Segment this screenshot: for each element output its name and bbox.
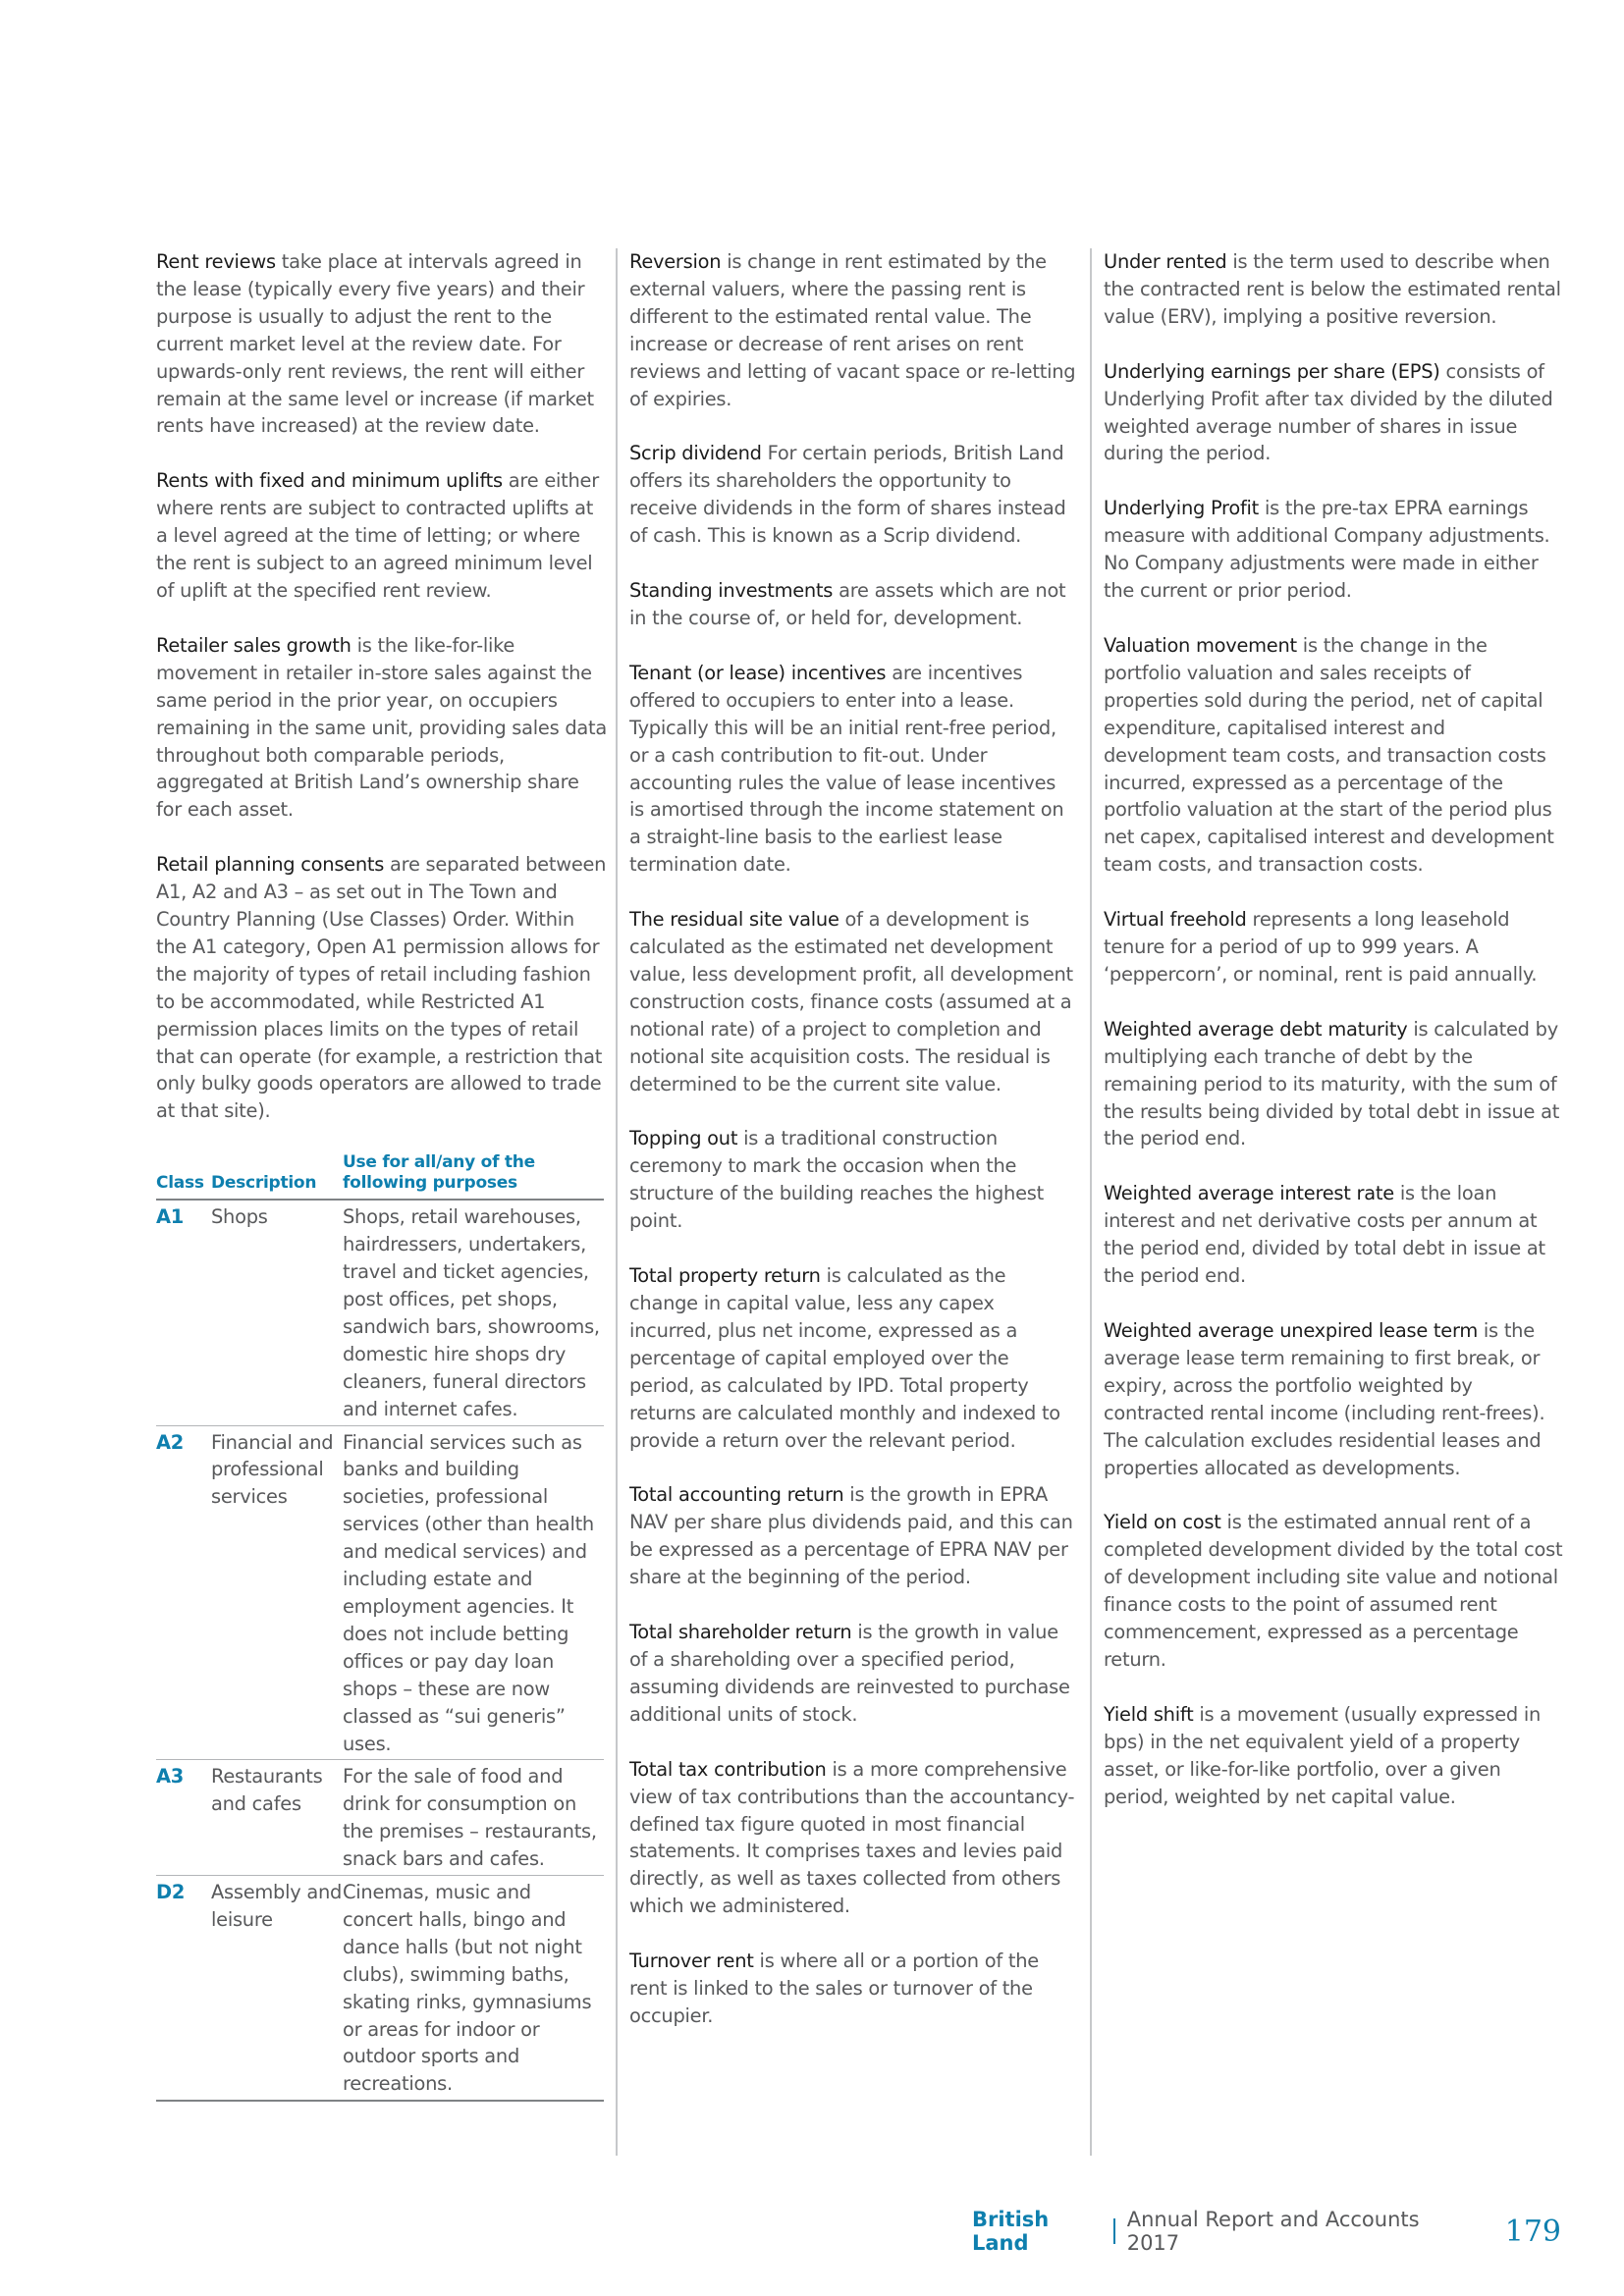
class-description: Financial and professional services xyxy=(211,1425,343,1760)
glossary-definition: of a development is calculated as the estimated net development value, less development profit, all development construction costs, finance costs (assumed at a notional rate) of a project to completion and notional site acquisition costs. The residual is determined to be the current site value. xyxy=(629,908,1073,1095)
glossary-column-3 xyxy=(1104,248,1567,1839)
glossary-term: Rents with fixed and minimum uplifts xyxy=(156,469,503,493)
column-header-use: Use for all/any of the following purposes xyxy=(343,1152,604,1200)
column-header-class: Class xyxy=(156,1152,211,1200)
footer-divider xyxy=(1113,2218,1114,2244)
glossary-definition: is the loan interest and net derivative costs per annum at the period end, divided by total debt in issue at the period end. xyxy=(1104,1182,1545,1288)
glossary-entry-total-shareholder-return xyxy=(629,1619,1076,1729)
glossary-definition: is the term used to describe when the contracted rent is below the estimated rental value (ERV), implying a positive reversion. xyxy=(1104,250,1561,328)
glossary-definition: is change in rent estimated by the external valuers, where the passing rent is different to the estimated rental value. The increase or decrease of rent arises on rent reviews and letting of vacant space or re-letting of expiries. xyxy=(629,250,1076,410)
glossary-entry-scrip-dividend xyxy=(629,440,1076,550)
glossary-term: Yield shift xyxy=(1104,1702,1194,1726)
table-header-row xyxy=(156,1152,604,1200)
glossary-term: Weighted average debt maturity xyxy=(1104,1017,1408,1041)
glossary-definition: consists of Underlying Profit after tax divided by the diluted weighted average number of shares in issue during the period. xyxy=(1104,359,1553,465)
class-description: Assembly and leisure xyxy=(211,1876,343,2102)
glossary-term: Scrip dividend xyxy=(629,442,762,465)
glossary-definition: is the average lease term remaining to first break, or expiry, across the portfolio weighted by contracted rental income (including rent-frees). The calculation excludes residential leases and properties allocated as developments. xyxy=(1104,1319,1545,1479)
glossary-entry-weighted-average-interest-rate xyxy=(1104,1180,1567,1290)
glossary-term: Total property return xyxy=(629,1264,821,1288)
glossary-definition: is the change in the portfolio valuation and sales receipts of properties sold during the period, net of capital expenditure, capitalised interest and development team costs, and transaction costs incurred, expressed as a percentage of the portfolio valuation at the start of the period plus net capex, capitalised interest and development team costs, and transaction costs. xyxy=(1104,633,1554,877)
glossary-term: Underlying Profit xyxy=(1104,497,1260,520)
glossary-entry-virtual-freehold xyxy=(1104,906,1567,988)
glossary-term: Valuation movement xyxy=(1104,633,1297,657)
table-row xyxy=(156,1425,604,1760)
glossary-term: Total tax contribution xyxy=(629,1757,827,1781)
glossary-entry-standing-investments xyxy=(629,577,1076,632)
class-description: Shops xyxy=(211,1200,343,1425)
column-divider xyxy=(1090,248,1092,2156)
class-use: Shops, retail warehouses, hairdressers, undertakers, travel and ticket agencies, post offices, pet shops, sandwich bars, showrooms, domestic hire shops dry cleaners, funeral directors and internet cafes. xyxy=(343,1200,604,1425)
glossary-definition: are assets which are not in the course of, or held for, development. xyxy=(629,579,1066,629)
glossary-definition: are incentives offered to occupiers to enter into a lease. Typically this will be an initial rent-free period, or a cash contribution to fit-out. Under accounting rules the value of lease incentives is amortised through the income statement on a straight-line basis to the earliest lease termination date. xyxy=(629,661,1064,877)
column-header-description: Description xyxy=(211,1152,343,1200)
class-code: A1 xyxy=(156,1200,211,1425)
glossary-term: Total accounting return xyxy=(629,1483,844,1507)
glossary-entry-topping-out xyxy=(629,1125,1076,1235)
glossary-definition: is calculated as the change in capital value, less any capex incurred, plus net income, expressed as a percentage of capital employed over the period, as calculated by IPD. Total property returns are calculated monthly and indexed to provide a return over the relevant period. xyxy=(629,1264,1060,1452)
glossary-definition: take place at intervals agreed in the lease (typically every five years) and their purpose is usually to adjust the rent to the current market level at the review date. For upwards-only rent reviews, the rent will either remain at the same level or increase (if market rents have increased) at the review date. xyxy=(156,250,594,438)
glossary-entry-under-rented xyxy=(1104,248,1567,331)
glossary-entry-tenant-incentives xyxy=(629,660,1076,879)
glossary-term: Retail planning consents xyxy=(156,853,385,877)
glossary-entry-weighted-average-debt-maturity xyxy=(1104,1016,1567,1153)
class-use: For the sale of food and drink for consumption on the premises – restaurants, snack bars and cafes. xyxy=(343,1760,604,1876)
glossary-column-1 xyxy=(156,248,608,2102)
glossary-entry-total-property-return xyxy=(629,1262,1076,1454)
glossary-entry-underlying-eps xyxy=(1104,358,1567,468)
class-code: A3 xyxy=(156,1760,211,1876)
column-divider xyxy=(616,248,618,2156)
glossary-entry-yield-shift xyxy=(1104,1701,1567,1811)
glossary-term: Turnover rent xyxy=(629,1949,754,1973)
glossary-entry-total-tax-contribution xyxy=(629,1756,1076,1920)
glossary-definition: are either where rents are subject to contracted uplifts at a level agreed at the time of letting; or where the rent is subject to an agreed minimum level of uplift at the specified rent review. xyxy=(156,469,599,602)
glossary-term: Retailer sales growth xyxy=(156,633,352,657)
glossary-entry-total-accounting-return xyxy=(629,1481,1076,1591)
glossary-term: Virtual freehold xyxy=(1104,908,1247,932)
glossary-term: Rent reviews xyxy=(156,250,276,273)
page-number: 179 xyxy=(1504,2214,1561,2249)
glossary-term: Weighted average unexpired lease term xyxy=(1104,1319,1478,1342)
glossary-definition: are separated between A1, A2 and A3 – as set out in The Town and Country Planning (Use Classes) Order. Within the A1 category, Open A1 permission allows for the majority of types of retail including fashion to be accommodated, while Restricted A1 permission places limits on the types of retail that can operate (for example, a restriction that only bulky goods operators are allowed to trade at that site). xyxy=(156,853,607,1123)
footer-brand: British Land xyxy=(972,2208,1050,2255)
glossary-entry-valuation-movement xyxy=(1104,632,1567,879)
glossary-entry-yield-on-cost xyxy=(1104,1509,1567,1673)
class-use: Cinemas, music and concert halls, bingo and dance halls (but not night clubs), swimming baths, skating rinks, gymnasiums or areas for indoor or outdoor sports and recreations. xyxy=(343,1876,604,2102)
glossary-term: Standing investments xyxy=(629,579,834,603)
glossary-definition: is the growth in value of a shareholding over a specified period, assuming dividends are reinvested to purchase additional units of stock. xyxy=(629,1621,1070,1726)
glossary-definition: is the like-for-like movement in retailer in-store sales against the same period in the prior year, on occupiers remaining in the same unit, providing sales data throughout both comparable periods, aggregated at British Land’s ownership share for each asset. xyxy=(156,633,608,822)
glossary-definition: For certain periods, British Land offers its shareholders the opportunity to receive dividends in the form of shares instead of cash. This is known as a Scrip dividend. xyxy=(629,442,1066,548)
glossary-term: The residual site value xyxy=(629,908,839,932)
glossary-term: Yield on cost xyxy=(1104,1511,1221,1534)
glossary-column-2 xyxy=(629,248,1076,2057)
glossary-entry-turnover-rent xyxy=(629,1948,1076,2030)
class-description: Restaurants and cafes xyxy=(211,1760,343,1876)
glossary-entry-retailer-sales-growth xyxy=(156,632,608,824)
class-code: D2 xyxy=(156,1876,211,2102)
glossary-entry-rents-fixed-uplifts xyxy=(156,467,608,605)
glossary-entry-weighted-average-unexpired-lease-term xyxy=(1104,1317,1567,1481)
table-row xyxy=(156,1760,604,1876)
glossary-definition: is calculated by multiplying each tranche of debt by the remaining period to its maturity, with the sum of the results being divided by total debt in issue at the period end. xyxy=(1104,1017,1560,1150)
glossary-entry-residual-site-value xyxy=(629,906,1076,1097)
glossary-term: Tenant (or lease) incentives xyxy=(629,661,887,684)
glossary-definition: is a traditional construction ceremony to mark the occasion when the structure of the building reaches the highest point. xyxy=(629,1127,1044,1233)
glossary-term: Weighted average interest rate xyxy=(1104,1182,1394,1205)
glossary-term: Underlying earnings per share (EPS) xyxy=(1104,359,1440,383)
table-row xyxy=(156,1876,604,2102)
glossary-term: Under rented xyxy=(1104,250,1227,273)
glossary-definition: is where all or a portion of the rent is linked to the sales or turnover of the occupier. xyxy=(629,1949,1039,2027)
use-class-table xyxy=(156,1152,604,2102)
glossary-definition: is the estimated annual rent of a completed development divided by the total cost of development including site value and notional finance costs to the point of assumed rent commencement, expressed as a percentage return. xyxy=(1104,1511,1563,1671)
class-code: A2 xyxy=(156,1425,211,1760)
glossary-definition: represents a long leasehold tenure for a period of up to 999 years. A ‘peppercorn’, or nominal, rent is paid annually. xyxy=(1104,908,1538,986)
glossary-entry-reversion xyxy=(629,248,1076,412)
glossary-term: Total shareholder return xyxy=(629,1621,852,1644)
glossary-definition: is the growth in EPRA NAV per share plus dividends paid, and this can be expressed as a percentage of EPRA NAV per share at the beginning of the period. xyxy=(629,1483,1073,1589)
glossary-term: Topping out xyxy=(629,1127,738,1150)
page-footer xyxy=(972,2208,1561,2255)
glossary-definition: is a movement (usually expressed in bps) in the net equivalent yield of a property asset, or like-for-like portfolio, over a given period, weighted by net capital value. xyxy=(1104,1702,1542,1808)
glossary-entry-underlying-profit xyxy=(1104,495,1567,605)
glossary-entry-retail-planning-consents xyxy=(156,851,608,1125)
footer-report-title: Annual Report and Accounts 2017 xyxy=(1126,2208,1420,2255)
glossary-definition: is a more comprehensive view of tax contributions than the accountancy-defined tax figure quoted in most financial statements. It comprises taxes and levies paid directly, as well as taxes collected from others which we administered. xyxy=(629,1757,1075,1918)
table-row xyxy=(156,1200,604,1425)
class-use: Financial services such as banks and building societies, professional services (other than health and medical services) and including estate and employment agencies. It does not include betting offices or pay day loan shops – these are now classed as “sui generis” uses. xyxy=(343,1425,604,1760)
glossary-term: Reversion xyxy=(629,250,722,273)
glossary-definition: is the pre-tax EPRA earnings measure with additional Company adjustments. No Company adjustments were made in either the current or prior period. xyxy=(1104,497,1550,603)
glossary-entry-rent-reviews xyxy=(156,248,608,440)
